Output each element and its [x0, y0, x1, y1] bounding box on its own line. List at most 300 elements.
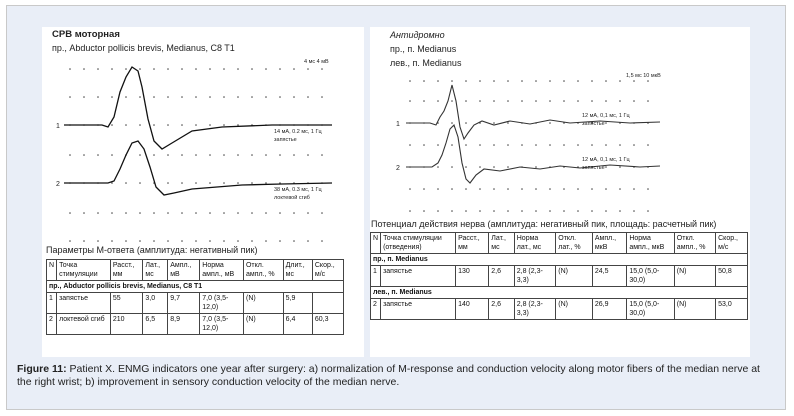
table-cell: запястье: [381, 299, 456, 320]
grid-dot: [153, 96, 155, 98]
grid-dot: [479, 188, 481, 190]
grid-dot: [279, 212, 281, 214]
grid-dot: [647, 100, 649, 102]
grid-dot: [279, 240, 281, 242]
grid-dot: [265, 212, 267, 214]
grid-dot: [223, 124, 225, 126]
table-cell: (N): [674, 299, 715, 320]
grid-dot: [605, 144, 607, 146]
grid-dot: [535, 166, 537, 168]
grid-dot: [521, 188, 523, 190]
grid-dot: [605, 100, 607, 102]
table-header-cell: N: [47, 260, 57, 281]
grid-dot: [139, 240, 141, 242]
grid-dot: [409, 100, 411, 102]
table-cell: 50,8: [716, 266, 748, 287]
grid-dot: [423, 100, 425, 102]
grid-dot: [521, 100, 523, 102]
grid-dot: [451, 100, 453, 102]
grid-dot: [549, 210, 551, 212]
table-cell: 9,7: [168, 293, 200, 314]
grid-dot: [167, 240, 169, 242]
grid-dot: [209, 182, 211, 184]
grid-dot: [97, 212, 99, 214]
table-cell: (N): [243, 314, 283, 335]
grid-dot: [409, 80, 411, 82]
grid-dot: [139, 212, 141, 214]
grid-dot: [409, 210, 411, 212]
table-row: [371, 299, 748, 320]
grid-dot: [167, 212, 169, 214]
grid-dot: [209, 124, 211, 126]
grid-dot: [293, 212, 295, 214]
grid-dot: [125, 96, 127, 98]
grid-dot: [251, 182, 253, 184]
grid-dot: [535, 144, 537, 146]
grid-dot: [409, 144, 411, 146]
grid-dot: [321, 154, 323, 156]
table-cell: 7,0 (3,5-12,0): [200, 293, 244, 314]
table-cell: 2,6: [489, 266, 514, 287]
grid-dot: [167, 96, 169, 98]
grid-dot: [237, 68, 239, 70]
grid-dot: [139, 68, 141, 70]
sensory-trace2-line: [406, 125, 660, 183]
table-header-cell: Откл. лат., %: [556, 233, 593, 254]
grid-dot: [423, 188, 425, 190]
grid-dot: [293, 154, 295, 156]
grid-dot: [591, 100, 593, 102]
grid-dot: [307, 212, 309, 214]
grid-dot: [535, 80, 537, 82]
grid-dot: [465, 144, 467, 146]
grid-dot: [279, 68, 281, 70]
grid-dot: [465, 80, 467, 82]
grid-dot: [647, 144, 649, 146]
grid-dot: [563, 144, 565, 146]
grid-dot: [111, 68, 113, 70]
motor-table-group-row: [47, 281, 344, 293]
grid-dot: [605, 166, 607, 168]
table-row: [371, 266, 748, 287]
grid-dot: [265, 154, 267, 156]
grid-dot: [195, 154, 197, 156]
sensory-scale-label: 1,5 мс 10 мкВ: [626, 73, 661, 79]
grid-dot: [111, 240, 113, 242]
table-cell: (N): [674, 266, 715, 287]
grid-dot: [195, 182, 197, 184]
grid-dot: [125, 68, 127, 70]
grid-dot: [83, 240, 85, 242]
table-cell: запястье: [381, 266, 456, 287]
grid-dot: [619, 166, 621, 168]
grid-dot: [83, 68, 85, 70]
grid-dot: [563, 100, 565, 102]
table-cell: (N): [556, 299, 593, 320]
grid-dot: [321, 68, 323, 70]
grid-dot: [507, 166, 509, 168]
grid-dot: [451, 122, 453, 124]
grid-dot: [195, 240, 197, 242]
grid-dot: [307, 154, 309, 156]
table-cell: 2,8 (2,3-3,3): [514, 299, 556, 320]
table-header-cell: Точка стимуляции (отведения): [381, 233, 456, 254]
table-cell: 3,0: [143, 293, 168, 314]
grid-dot: [577, 188, 579, 190]
sensory-waveform-plot: [370, 71, 750, 221]
grid-dot: [563, 188, 565, 190]
grid-dot: [181, 240, 183, 242]
grid-dot: [125, 124, 127, 126]
grid-dot: [223, 154, 225, 156]
grid-dot: [451, 210, 453, 212]
caption-text: Patient X. ENMG indicators one year after surgery: a) normalization of M-response and conduction velocity along motor fibers of the median nerve at the right wrist; b) improvement in sensory conduction velocity of the median nerve.: [17, 363, 760, 388]
grid-dot: [167, 182, 169, 184]
table-cell: 15,0 (5,0-30,0): [627, 299, 674, 320]
grid-dot: [195, 96, 197, 98]
grid-dot: [97, 96, 99, 98]
grid-dot: [591, 188, 593, 190]
grid-dot: [223, 240, 225, 242]
grid-dot: [181, 96, 183, 98]
grid-dot: [647, 210, 649, 212]
table-header-cell: Откл. ампл., %: [674, 233, 715, 254]
grid-dot: [493, 144, 495, 146]
grid-dot: [591, 210, 593, 212]
grid-dot: [451, 166, 453, 168]
grid-dot: [237, 96, 239, 98]
grid-dot: [181, 124, 183, 126]
grid-dot: [181, 68, 183, 70]
grid-dot: [97, 68, 99, 70]
grid-dot: [549, 80, 551, 82]
motor-dot-grid: [69, 68, 323, 242]
sensory-subtitle-right: пр., п. Medianus: [390, 44, 457, 54]
grid-dot: [493, 100, 495, 102]
grid-dot: [265, 240, 267, 242]
grid-dot: [479, 166, 481, 168]
table-header-cell: Длит., мс: [283, 260, 312, 281]
table-header-cell: Норма ампл., мкВ: [627, 233, 674, 254]
grid-dot: [251, 96, 253, 98]
grid-dot: [251, 154, 253, 156]
grid-dot: [251, 68, 253, 70]
grid-dot: [591, 144, 593, 146]
grid-dot: [69, 68, 71, 70]
grid-dot: [153, 68, 155, 70]
grid-dot: [577, 80, 579, 82]
grid-dot: [633, 144, 635, 146]
grid-dot: [293, 96, 295, 98]
table-cell: 140: [456, 299, 489, 320]
grid-dot: [507, 210, 509, 212]
grid-dot: [437, 80, 439, 82]
grid-dot: [251, 240, 253, 242]
grid-dot: [437, 210, 439, 212]
grid-dot: [507, 122, 509, 124]
grid-dot: [293, 68, 295, 70]
sensory-table-group-row: [371, 254, 748, 266]
grid-dot: [69, 96, 71, 98]
grid-dot: [307, 240, 309, 242]
grid-dot: [633, 210, 635, 212]
table-header-cell: Норма ампл., мВ: [200, 260, 244, 281]
motor-trace1-number: 1: [56, 123, 60, 130]
grid-dot: [237, 182, 239, 184]
grid-dot: [209, 96, 211, 98]
grid-dot: [577, 210, 579, 212]
grid-dot: [479, 100, 481, 102]
grid-dot: [493, 80, 495, 82]
table-cell: 53,0: [716, 299, 748, 320]
table-cell: (N): [243, 293, 283, 314]
grid-dot: [451, 80, 453, 82]
table-header-cell: Лат., мс: [489, 233, 514, 254]
grid-dot: [111, 96, 113, 98]
grid-dot: [209, 68, 211, 70]
table-header-cell: Скор., м/с: [716, 233, 748, 254]
grid-dot: [195, 212, 197, 214]
grid-dot: [633, 100, 635, 102]
grid-dot: [167, 68, 169, 70]
grid-dot: [265, 96, 267, 98]
motor-table-title: Параметры М-ответа (амплитуда: негативный пик): [46, 245, 258, 255]
table-cell: 5,9: [283, 293, 312, 314]
sensory-title: Антидромно: [390, 30, 445, 40]
grid-dot: [507, 80, 509, 82]
grid-dot: [139, 154, 141, 156]
caption-label: Figure 11:: [17, 363, 67, 375]
grid-dot: [577, 100, 579, 102]
grid-dot: [251, 212, 253, 214]
motor-title: СРВ моторная: [52, 29, 120, 40]
table-cell: 2: [371, 299, 381, 320]
sensory-conduction-panel: [370, 27, 750, 357]
table-cell: (N): [556, 266, 593, 287]
sensory-trace1-line: [406, 85, 660, 139]
motor-trace2-annotation2: локтевой сгиб: [274, 195, 310, 201]
grid-dot: [521, 80, 523, 82]
grid-dot: [97, 154, 99, 156]
sensory-subtitle-left: лев., п. Medianus: [390, 58, 462, 68]
grid-dot: [521, 144, 523, 146]
grid-dot: [237, 212, 239, 214]
motor-scale-label: 4 мс 4 мВ: [304, 59, 329, 65]
table-cell: 2,8 (2,3-3,3): [514, 266, 556, 287]
grid-dot: [125, 182, 127, 184]
motor-trace1-annotation1: 14 мА, 0.2 мс, 1 Гц: [274, 129, 322, 135]
grid-dot: [535, 100, 537, 102]
grid-dot: [83, 154, 85, 156]
grid-dot: [633, 188, 635, 190]
grid-dot: [465, 122, 467, 124]
grid-dot: [465, 166, 467, 168]
table-header-cell: N: [371, 233, 381, 254]
grid-dot: [111, 124, 113, 126]
table-header-cell: Откл. ампл., %: [243, 260, 283, 281]
grid-dot: [139, 96, 141, 98]
grid-dot: [633, 80, 635, 82]
grid-dot: [237, 154, 239, 156]
grid-dot: [321, 212, 323, 214]
grid-dot: [451, 144, 453, 146]
grid-dot: [83, 96, 85, 98]
grid-dot: [409, 188, 411, 190]
grid-dot: [619, 80, 621, 82]
grid-dot: [195, 68, 197, 70]
table-cell: 1: [47, 293, 57, 314]
table-cell: 6,5: [143, 314, 168, 335]
table-cell: 210: [110, 314, 143, 335]
grid-dot: [423, 144, 425, 146]
table-cell: 15,0 (5,0-30,0): [627, 266, 674, 287]
grid-dot: [181, 212, 183, 214]
grid-dot: [223, 182, 225, 184]
grid-dot: [181, 182, 183, 184]
grid-dot: [493, 188, 495, 190]
grid-dot: [279, 96, 281, 98]
grid-dot: [451, 188, 453, 190]
grid-dot: [307, 68, 309, 70]
motor-conduction-panel: [42, 27, 364, 357]
table-group-cell: пр., п. Medianus: [371, 254, 748, 266]
sensory-trace1-number: 1: [396, 121, 400, 128]
grid-dot: [223, 212, 225, 214]
grid-dot: [437, 100, 439, 102]
table-cell: локтевой сгиб: [57, 314, 111, 335]
table-cell: [312, 293, 343, 314]
grid-dot: [465, 210, 467, 212]
grid-dot: [153, 124, 155, 126]
grid-dot: [605, 80, 607, 82]
grid-dot: [181, 154, 183, 156]
table-header-cell: Ампл., мВ: [168, 260, 200, 281]
grid-dot: [237, 124, 239, 126]
grid-dot: [507, 100, 509, 102]
grid-dot: [69, 212, 71, 214]
sensory-trace2-number: 2: [396, 165, 400, 172]
table-header-cell: Лат., мс: [143, 260, 168, 281]
table-header-cell: Расст., мм: [456, 233, 489, 254]
grid-dot: [465, 188, 467, 190]
grid-dot: [605, 188, 607, 190]
sensory-params-table: [370, 232, 748, 320]
sensory-trace2-annotation1: 12 мА, 0,1 мс, 1 Гц: [582, 157, 630, 163]
grid-dot: [279, 154, 281, 156]
grid-dot: [535, 210, 537, 212]
table-group-cell: лев., п. Medianus: [371, 287, 748, 299]
motor-trace2-number: 2: [56, 181, 60, 188]
grid-dot: [493, 210, 495, 212]
grid-dot: [195, 124, 197, 126]
grid-dot: [265, 182, 267, 184]
grid-dot: [563, 80, 565, 82]
motor-waveform-plot: [42, 57, 364, 257]
table-row: [47, 293, 344, 314]
grid-dot: [69, 154, 71, 156]
table-cell: 60,3: [312, 314, 343, 335]
grid-dot: [167, 154, 169, 156]
grid-dot: [437, 166, 439, 168]
grid-dot: [437, 188, 439, 190]
figure-caption: [17, 363, 777, 389]
grid-dot: [321, 96, 323, 98]
grid-dot: [139, 182, 141, 184]
grid-dot: [647, 188, 649, 190]
table-cell: 6,4: [283, 314, 312, 335]
grid-dot: [437, 144, 439, 146]
table-cell: 55: [110, 293, 143, 314]
table-row: [47, 314, 344, 335]
grid-dot: [69, 240, 71, 242]
grid-dot: [321, 240, 323, 242]
grid-dot: [563, 210, 565, 212]
grid-dot: [111, 212, 113, 214]
grid-dot: [265, 68, 267, 70]
table-header-cell: Расст., мм: [110, 260, 143, 281]
motor-trace2-annotation1: 38 мА, 0.3 мс, 1 Гц: [274, 187, 322, 193]
table-header-cell: Скор., м/с: [312, 260, 343, 281]
grid-dot: [209, 212, 211, 214]
table-cell: 2: [47, 314, 57, 335]
grid-dot: [521, 210, 523, 212]
grid-dot: [507, 144, 509, 146]
table-cell: 24,5: [592, 266, 626, 287]
sensory-table-title: Потенциал действия нерва (амплитуда: негативный пик, площадь: расчетный пик): [371, 219, 717, 229]
grid-dot: [619, 100, 621, 102]
grid-dot: [237, 240, 239, 242]
grid-dot: [535, 188, 537, 190]
table-cell: 7,0 (3,5-12,0): [200, 314, 244, 335]
grid-dot: [97, 240, 99, 242]
grid-dot: [577, 144, 579, 146]
table-header-cell: Ампл., мкВ: [592, 233, 626, 254]
motor-trace1-annotation2: запястье: [274, 137, 297, 143]
table-cell: 130: [456, 266, 489, 287]
sensory-trace1-annotation2: запястье: [582, 121, 605, 127]
table-group-cell: пр., Abductor pollicis brevis, Medianus, C8 T1: [47, 281, 344, 293]
grid-dot: [479, 80, 481, 82]
table-header-cell: Точка стимуляции: [57, 260, 111, 281]
table-cell: 26,9: [592, 299, 626, 320]
grid-dot: [619, 210, 621, 212]
grid-dot: [139, 124, 141, 126]
grid-dot: [83, 212, 85, 214]
sensory-trace2-annotation2: запястье: [582, 165, 605, 171]
grid-dot: [619, 144, 621, 146]
grid-dot: [423, 80, 425, 82]
grid-dot: [153, 212, 155, 214]
motor-subtitle: пр., Abductor pollicis brevis, Medianus, C8 T1: [52, 43, 235, 53]
grid-dot: [307, 96, 309, 98]
grid-dot: [209, 240, 211, 242]
grid-dot: [293, 240, 295, 242]
grid-dot: [507, 188, 509, 190]
grid-dot: [167, 124, 169, 126]
grid-dot: [647, 80, 649, 82]
grid-dot: [223, 68, 225, 70]
grid-dot: [493, 166, 495, 168]
grid-dot: [223, 96, 225, 98]
grid-dot: [549, 144, 551, 146]
grid-dot: [153, 154, 155, 156]
grid-dot: [111, 154, 113, 156]
table-cell: 1: [371, 266, 381, 287]
grid-dot: [423, 210, 425, 212]
grid-dot: [479, 144, 481, 146]
table-cell: 8,9: [168, 314, 200, 335]
motor-table-header-row: [47, 260, 344, 281]
